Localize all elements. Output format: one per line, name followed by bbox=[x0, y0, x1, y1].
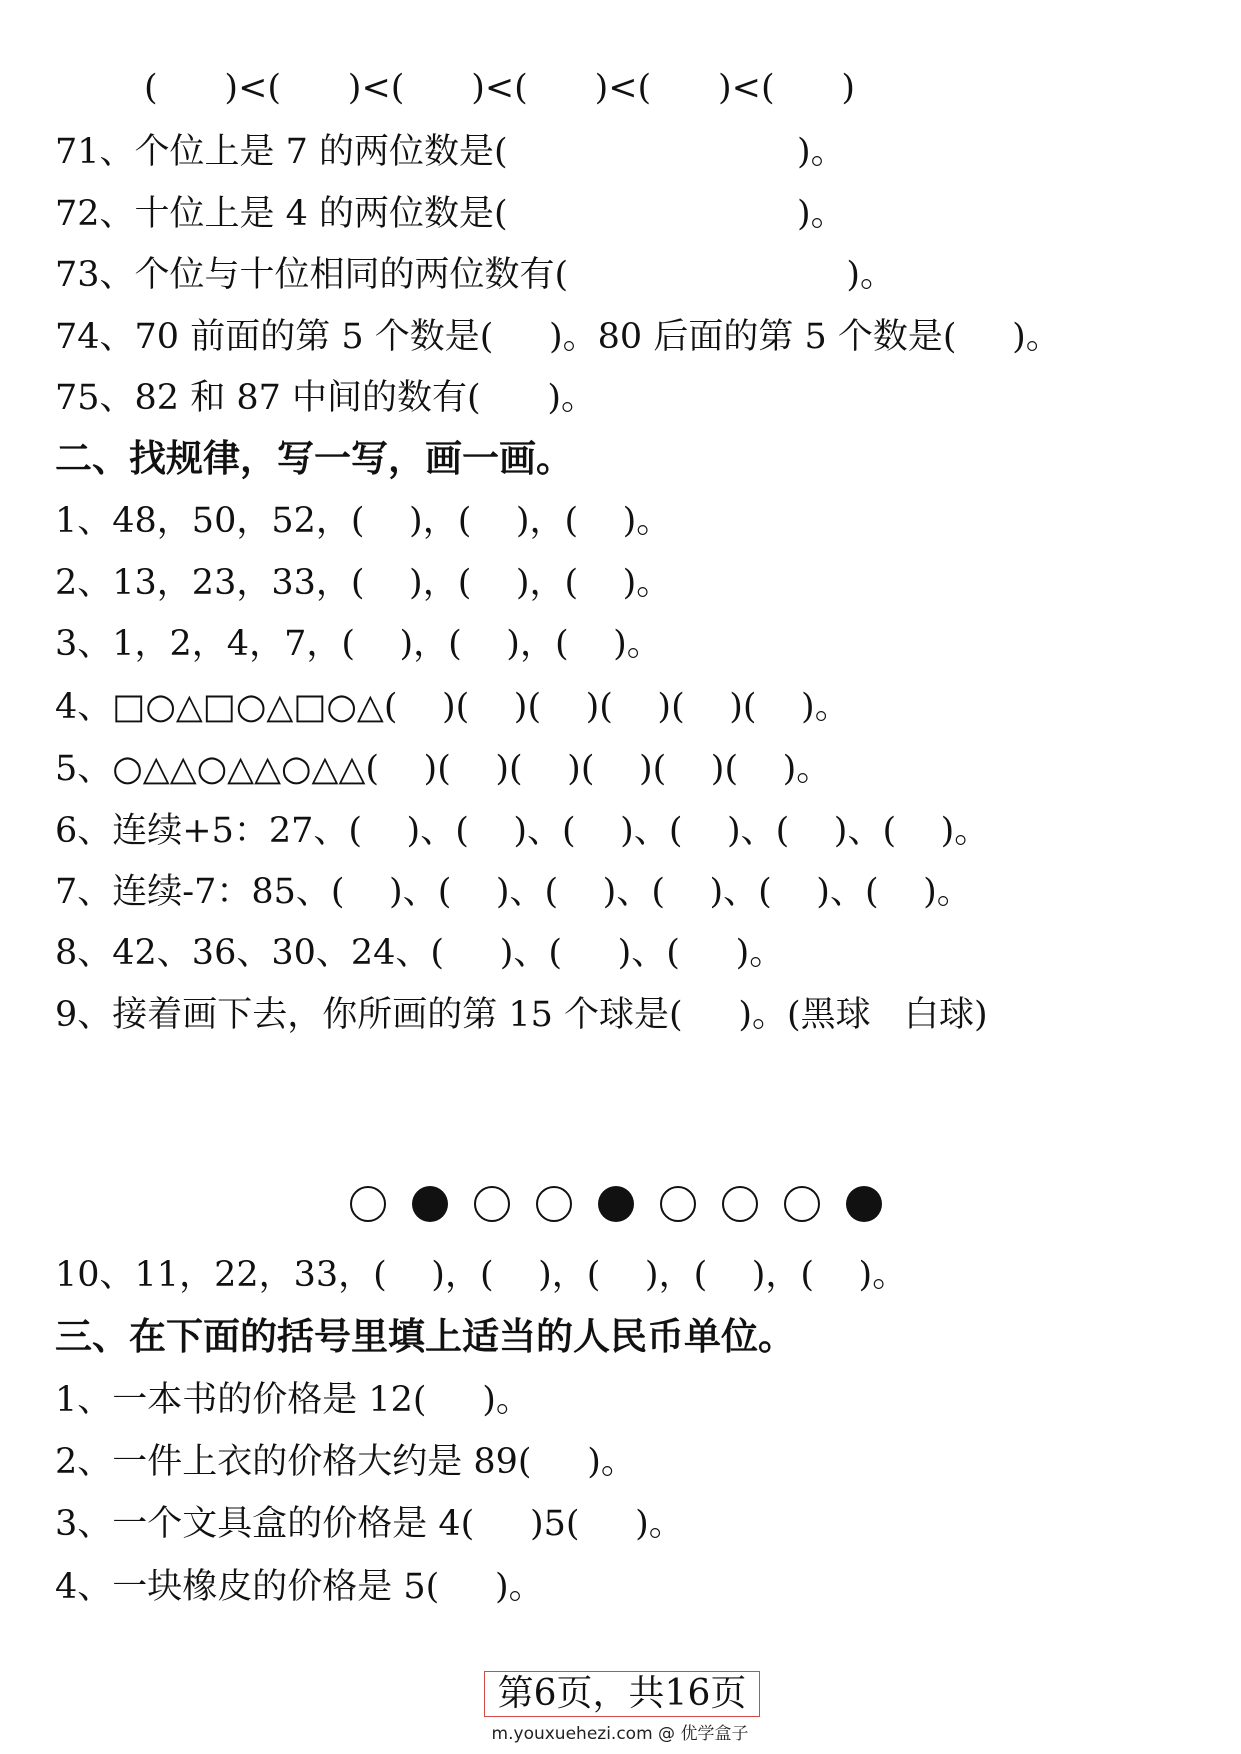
money-question-4: 4、一块橡皮的价格是 5( )。 bbox=[55, 1567, 544, 1607]
ball bbox=[536, 1186, 572, 1222]
ball bbox=[846, 1186, 882, 1222]
pattern-question-4: 4、□○△□○△□○△( )( )( )( )( )( )。 bbox=[55, 687, 850, 727]
pattern-question-2: 2、13，23，33，( )，( )，( )。 bbox=[55, 563, 672, 603]
question-73: 73、个位与十位相同的两位数有( )。 bbox=[55, 255, 895, 295]
question-71: 71、个位上是 7 的两位数是( )。 bbox=[55, 132, 846, 172]
ball bbox=[474, 1186, 510, 1222]
pattern-question-7: 7、连续-7：85、( )、( )、( )、( )、( )、( )。 bbox=[55, 872, 972, 912]
site-watermark: m.youxuehezi.com @ 优学盒子 bbox=[491, 1724, 749, 1744]
pattern-question-3: 3、1，2，4，7，( )，( )，( )。 bbox=[55, 624, 662, 664]
ball bbox=[784, 1186, 820, 1222]
ball bbox=[350, 1186, 386, 1222]
section-2-heading: 二、找规律，写一写，画一画。 bbox=[55, 437, 573, 480]
ordering-blanks-row: ( )<( )<( )<( )<( )<( ) bbox=[55, 68, 856, 108]
ball bbox=[722, 1186, 758, 1222]
pattern-question-1: 1、48，50，52，( )，( )，( )。 bbox=[55, 501, 672, 541]
money-question-2: 2、一件上衣的价格大约是 89( )。 bbox=[55, 1442, 636, 1482]
money-question-3: 3、一个文具盒的价格是 4( )5( )。 bbox=[55, 1504, 684, 1544]
page-number-label: 第6页，共16页 bbox=[484, 1671, 760, 1717]
ball bbox=[598, 1186, 634, 1222]
pattern-question-5: 5、○△△○△△○△△( )( )( )( )( )( )。 bbox=[55, 749, 832, 789]
money-question-1: 1、一本书的价格是 12( )。 bbox=[55, 1380, 531, 1420]
question-72: 72、十位上是 4 的两位数是( )。 bbox=[55, 194, 846, 234]
pattern-question-6: 6、连续+5：27、( )、( )、( )、( )、( )、( )。 bbox=[55, 811, 990, 851]
question-74: 74、70 前面的第 5 个数是( )。80 后面的第 5 个数是( )。 bbox=[55, 317, 1061, 357]
pattern-question-9: 9、接着画下去，你所画的第 15 个球是( )。(黑球 白球) bbox=[55, 995, 988, 1035]
ball bbox=[412, 1186, 448, 1222]
section-3-heading: 三、在下面的括号里填上适当的人民币单位。 bbox=[55, 1315, 795, 1358]
pattern-question-8: 8、42、36、30、24、( )、( )、( )。 bbox=[55, 933, 785, 973]
question-75: 75、82 和 87 中间的数有( )。 bbox=[55, 378, 597, 418]
ball bbox=[660, 1186, 696, 1222]
pattern-question-10: 10、11，22，33，( )，( )，( )，( )，( )。 bbox=[55, 1255, 908, 1295]
